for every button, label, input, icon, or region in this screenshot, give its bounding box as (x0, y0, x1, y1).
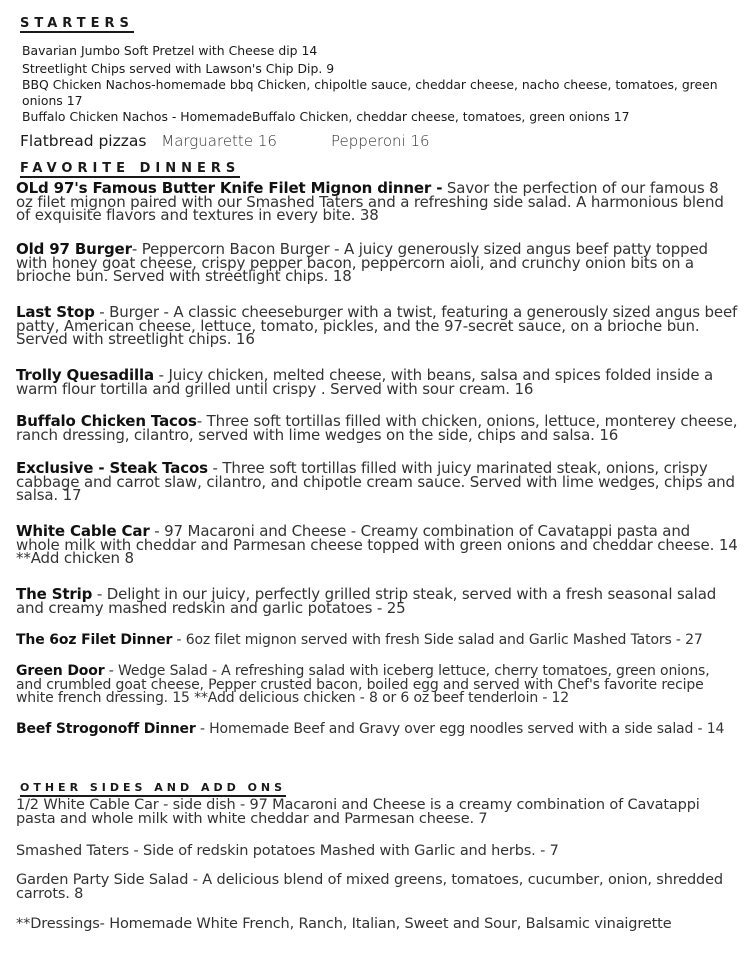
dinner-name: Exclusive - Steak Tacos (16, 459, 208, 477)
side-item: Garden Party Side Salad - A delicious blend of mixed greens, tomatoes, cucumber, onion, shredded carrots. 8 (16, 872, 723, 902)
dinner-name: Beef Strogonoff Dinner (16, 721, 196, 737)
starter-item: Bavarian Jumbo Soft Pretzel with Cheese dip 14 (22, 43, 318, 58)
dinner-item-beef-strogonoff (16, 723, 738, 737)
starter-item: Buffalo Chicken Nachos - HomemadeBuffalo Chicken, cheddar cheese, tomatoes, green onions 17 (22, 109, 630, 124)
side-item: 1/2 White Cable Car - side dish - 97 Macaroni and Cheese is a creamy combination of Cavatappi pasta and whole milk with white cheddar and Parmesan cheese. 7 (16, 797, 700, 827)
starters-heading: STARTERS (20, 16, 134, 31)
flatbread-label: Flatbread pizzas (20, 132, 147, 150)
sides-heading: OTHER SIDES AND ADD ONS (20, 781, 286, 797)
dinner-desc: - Delight in our juicy, perfectly grilled strip steak, served with a fresh seasonal salad and creamy mashed redskin and garlic potatoes - 25 (16, 585, 717, 617)
dinner-desc: Savor the perfection of our famous 8 oz filet mignon paired with our Smashed Taters and a refreshing side salad. A harmonious blend of exquisite flavors and textures in every bite. 38 (16, 179, 724, 225)
dinner-item-green-door (16, 665, 738, 706)
flatbread-option-pepperoni: Pepperoni 16 (331, 132, 430, 150)
flatbread-line (20, 132, 430, 150)
dinner-desc: - Peppercorn Bacon Burger - A juicy generously sized angus beef patty topped with honey goat cheese, crispy pepper bacon, peppercorn aioli, and crunchy onion bits on a brioche bun. Served with streetlight chips. 18 (16, 240, 708, 286)
dinner-desc: - 6oz filet mignon served with fresh Side salad and Garlic Mashed Tators - 27 (172, 632, 703, 648)
dinner-name: The Strip (16, 585, 93, 603)
flatbread-option-marguarette: Marguarette 16 (161, 132, 277, 150)
dinner-name: Old 97 Burger (16, 240, 132, 258)
starter-item: Streetlight Chips served with Lawson's Chip Dip. 9 (22, 61, 335, 76)
side-item: **Dressings- Homemade White French, Ranch, Italian, Sweet and Sour, Balsamic vinaigrette (16, 916, 672, 932)
dinner-item-filet-mignon (16, 179, 738, 225)
side-item: Smashed Taters - Side of redskin potatoes Mashed with Garlic and herbs. - 7 (16, 843, 559, 859)
dinner-name: The 6oz Filet Dinner (16, 632, 173, 648)
dinner-item-trolly-quesadilla (16, 366, 738, 398)
dinner-desc: - Three soft tortillas filled with chicken, onions, lettuce, monterey cheese, ranch dressing, cilantro, served with lime wedges on the side, chips and salsa. 16 (16, 412, 738, 444)
dinner-item-old-97-burger (16, 240, 738, 286)
dinner-name: Buffalo Chicken Tacos (16, 412, 197, 430)
dinner-item-buffalo-chicken-tacos (16, 412, 738, 444)
dinner-item-6oz-filet (16, 634, 738, 648)
dinner-desc: - Three soft tortillas filled with juicy marinated steak, onions, crispy cabbage and carrot slaw, cilantro, and chipotle cream sauce. Served with lime wedges, chips and salsa. 17 (16, 459, 735, 505)
dinner-name: Trolly Quesadilla (16, 366, 154, 384)
dinner-desc: - Juicy chicken, melted cheese, with beans, salsa and spices folded inside a warm flour tortilla and grilled until crispy . Served with sour cream. 16 (16, 366, 714, 398)
dinner-name: Green Door (16, 663, 105, 679)
dinner-name: White Cable Car (16, 522, 150, 540)
dinner-addon: **Add chicken 8 (16, 549, 134, 568)
dinner-item-last-stop (16, 303, 738, 349)
dinner-name: OLd 97's Famous Butter Knife Filet Mignon dinner - (16, 179, 443, 197)
dinner-desc: - Homemade Beef and Gravy over egg noodles served with a side salad - 14 (195, 721, 725, 737)
dinner-desc: - 97 Macaroni and Cheese - Creamy combination of Cavatappi pasta and whole milk with cheddar and Parmesan cheese topped with green onions and cheddar cheese. 14 (16, 522, 738, 554)
dinner-desc: - Burger - A classic cheeseburger with a twist, featuring a generously sized angus beef patty, American cheese, lettuce, tomato, pickles, and the 97-secret sauce, on a brioche bun. Served with streetlight chips. 16 (16, 303, 738, 349)
dinner-item-white-cable-car (16, 522, 738, 568)
starter-item: BBQ Chicken Nachos-homemade bbq Chicken, chipoltle sauce, cheddar cheese, nacho cheese, tomatoes, green onions 17 (22, 77, 718, 108)
dinner-desc: - Wedge Salad - A refreshing salad with iceberg lettuce, cherry tomatoes, green onions, and crumbled goat cheese, Pepper crusted bacon, boiled egg and served with Chef's favorite recipe white french dressing. 15 **Add delicious chicken - 8 or 6 oz beef tenderloin - 12 (16, 663, 710, 707)
dinner-item-the-strip (16, 585, 738, 617)
dinner-name: Last Stop (16, 303, 95, 321)
dinner-item-steak-tacos (16, 459, 738, 505)
dinners-heading: FAVORITE DINNERS (20, 161, 241, 176)
